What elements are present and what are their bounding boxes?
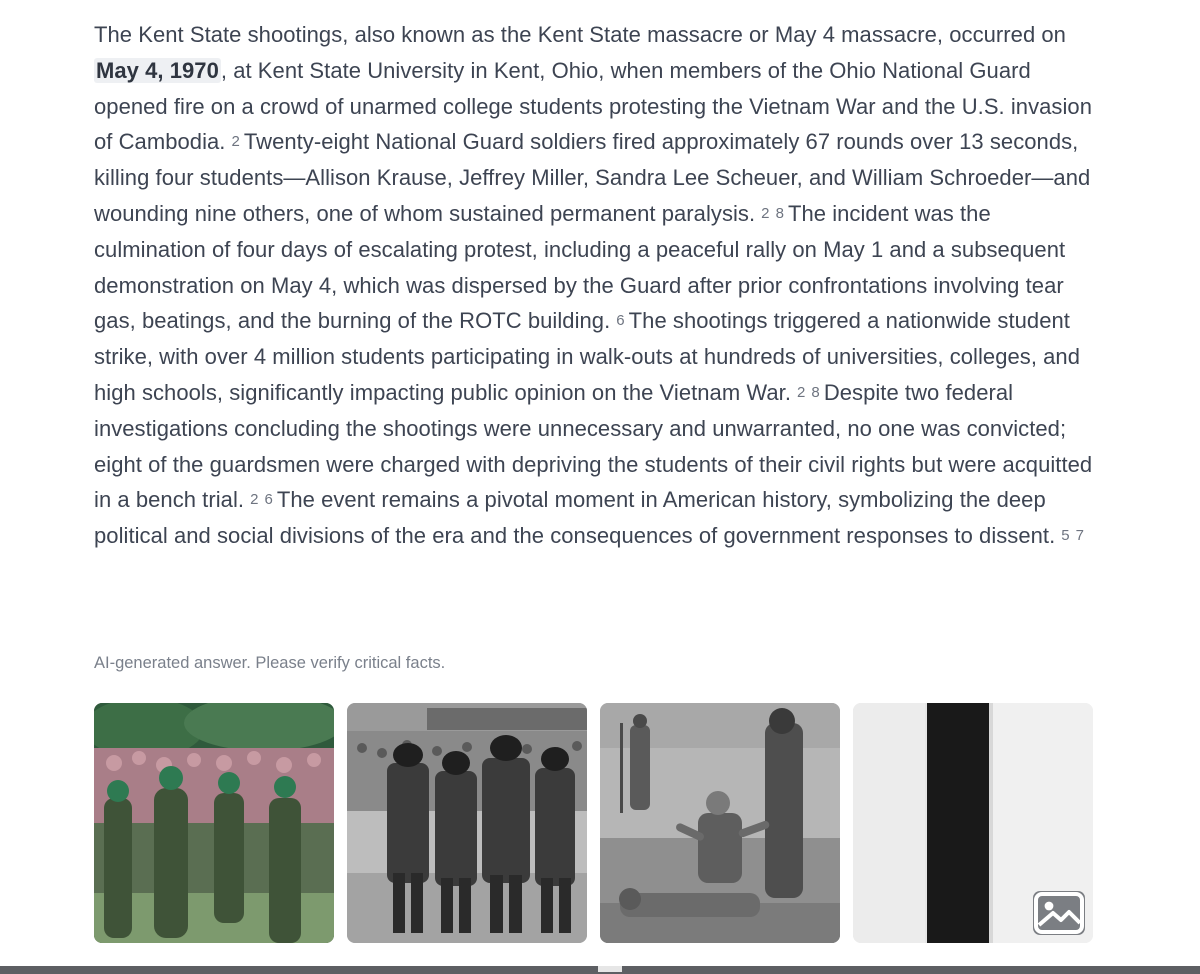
citation-link[interactable]: 2 [797,383,806,401]
kneeling-woman-photo [600,703,840,943]
image-gallery [94,703,1094,943]
answer-text [94,17,1094,554]
citation-link[interactable]: 6 [616,312,625,330]
answer-sentence-4: The shootings triggered a nationwide student strike, with over 4 million students participating in walk-outs at hundreds of universities, colleges, and high schools, significantly impacting public opinion on the Vietnam War. [94,308,1081,405]
citation-link[interactable]: 8 [811,383,820,401]
citation-link[interactable]: 2 [761,204,770,222]
answer-sentence-2: Twenty-eight National Guard soldiers fired approximately 67 rounds over 13 seconds, killing four students—Allison Krause, Jeffrey Miller, Sandra Lee Scheuer, and William Schroeder—and wounding nine others, one of whom sustained permanent paralysis. [94,129,1091,226]
image-gallery-icon [1033,793,1085,943]
ai-disclaimer: AI-generated answer. Please verify critical facts. [94,654,446,672]
image-thumbnail-abstract[interactable] [853,703,1093,943]
answer-sentence-5: Despite two federal investigations concluding the shootings were unnecessary and unwarranted, no one was convicted; eight of the guardsmen were charged with depriving the students of their civil rights but were acquitted in a bench trial. [94,379,1093,513]
answer-sentence-1b: , at Kent State University in Kent, Ohio, when members of the Ohio National Guard opened fire on a crowd of unarmed college students protesting the Vietnam War and the U.S. invasion of Cambodia. [94,57,1092,155]
citation-link[interactable]: 2 [231,133,240,151]
answer-sentence-1a: The Kent State shootings, also known as the Kent State massacre or May 4 massacre, occurred on [94,22,1066,47]
citation-link[interactable]: 5 [1061,527,1070,545]
citation-link[interactable]: 2 [250,491,259,509]
image-thumbnail-soldiers[interactable] [347,703,587,943]
citation-link[interactable]: 6 [264,491,273,509]
answer-sentence-3: The incident was the culmination of four days of escalating protest, including a peaceful rally on May 1 and a subsequent demonstration on May 4, which was dispersed by the Guard after prior confrontations involving tear gas, beatings, and the burning of the ROTC building. [94,200,1066,334]
view-images-button[interactable] [1033,891,1085,935]
image-thumbnail-kneeling-woman[interactable] [600,703,840,943]
image-thumbnail-crowd[interactable] [94,703,334,943]
soldiers-photo [347,703,587,943]
highlighted-date: May 4, 1970 [96,57,219,83]
answer-sentence-6: The event remains a pivotal moment in American history, symbolizing the deep political and social divisions of the era and the consequences of government responses to dissent. [94,487,1056,549]
crowd-photo [94,703,334,943]
scroll-handle[interactable] [598,966,622,972]
citation-link[interactable]: 7 [1075,527,1085,545]
citation-link[interactable]: 8 [775,204,784,222]
